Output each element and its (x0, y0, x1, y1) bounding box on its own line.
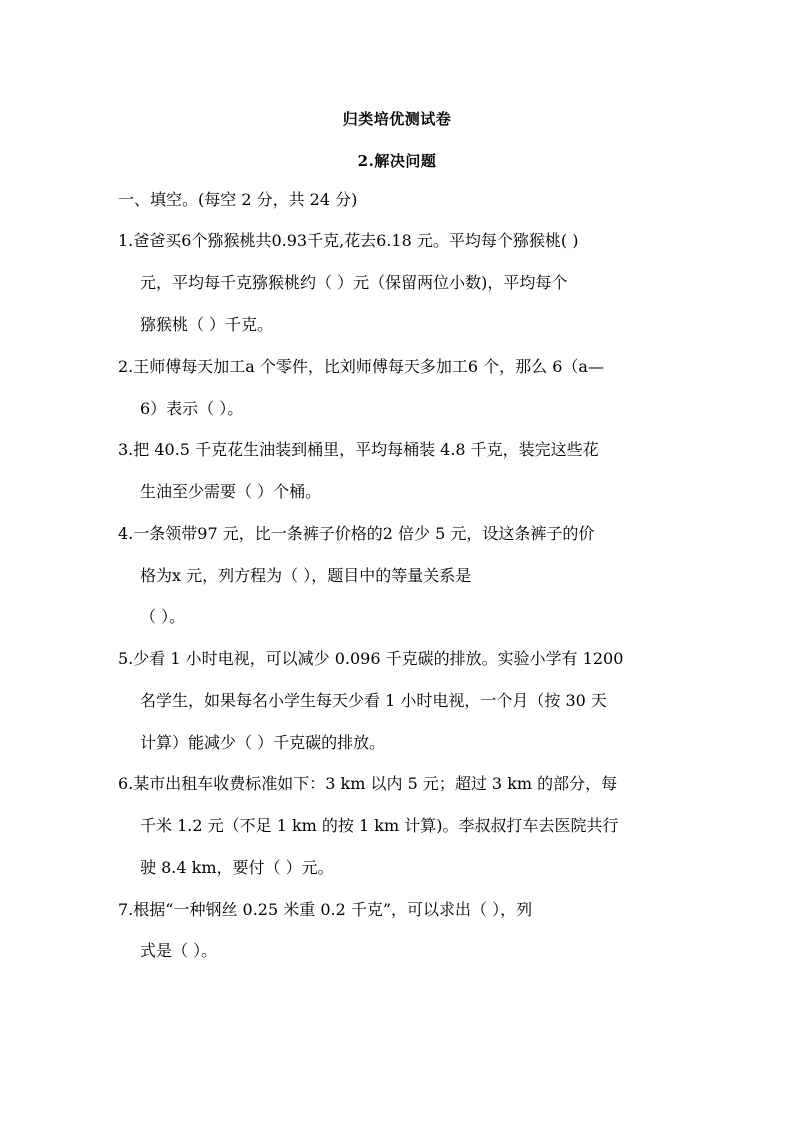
question-6-line-1: 6.某市出租车收费标准如下：3 km 以内 5 元；超过 3 km 的部分，每 (118, 774, 618, 793)
question-7-line-2: 式是（ ）。 (140, 941, 218, 960)
question-4-line-3: （ ）。 (140, 607, 186, 626)
worksheet-title: 归类培优测试卷 (342, 110, 452, 128)
question-2-line-1: 2.王师傅每天加工a 个零件，比刘师傅每天多加工6 个，那么 6（a— (118, 357, 604, 376)
question-6-line-3: 驶 8.4 km，要付（ ）元。 (140, 858, 334, 877)
worksheet-subtitle: 2.解决问题 (357, 152, 437, 170)
question-1-line-2: 元，平均每千克猕猴桃约（ ）元（保留两位小数)，平均每个 (140, 273, 568, 292)
question-5-line-3: 计算）能减少（ ）千克碳的排放。 (140, 733, 386, 752)
question-4-line-2: 格为x 元，列方程为（ ），题目中的等量关系是 (140, 566, 472, 585)
question-4-line-1: 4.一条领带97 元，比一条裤子价格的2 倍少 5 元，设这条裤子的价 (118, 524, 595, 543)
question-5-line-1: 5.少看 1 小时电视，可以减少 0.096 千克碳的排放。实验小学有 1200 (118, 649, 624, 668)
question-5-line-2: 名学生，如果每名小学生每天少看 1 小时电视，一个月（按 30 天 (140, 691, 607, 710)
question-3-line-2: 生油至少需要（ ）个桶。 (140, 482, 322, 501)
question-6-line-2: 千米 1.2 元（不足 1 km 的按 1 km 计算)。李叔叔打车去医院共行 (140, 816, 619, 835)
question-3-line-1: 3.把 40.5 千克花生油装到桶里，平均每桶装 4.8 千克，装完这些花 (118, 440, 599, 459)
question-7-line-1: 7.根据“一种钢丝 0.25 米重 0.2 千克”，可以求出（ ），列 (118, 900, 533, 919)
question-1-line-3: 猕猴桃（ ）千克。 (140, 315, 274, 334)
section-heading: 一、填空。(每空 2 分，共 24 分) (118, 190, 358, 209)
question-2-line-2: 6）表示（ ）。 (140, 399, 244, 418)
question-1-line-1: 1.爸爸买6个猕猴桃共0.93千克,花去6.18 元。平均每个猕猴桃( ) (118, 231, 579, 250)
